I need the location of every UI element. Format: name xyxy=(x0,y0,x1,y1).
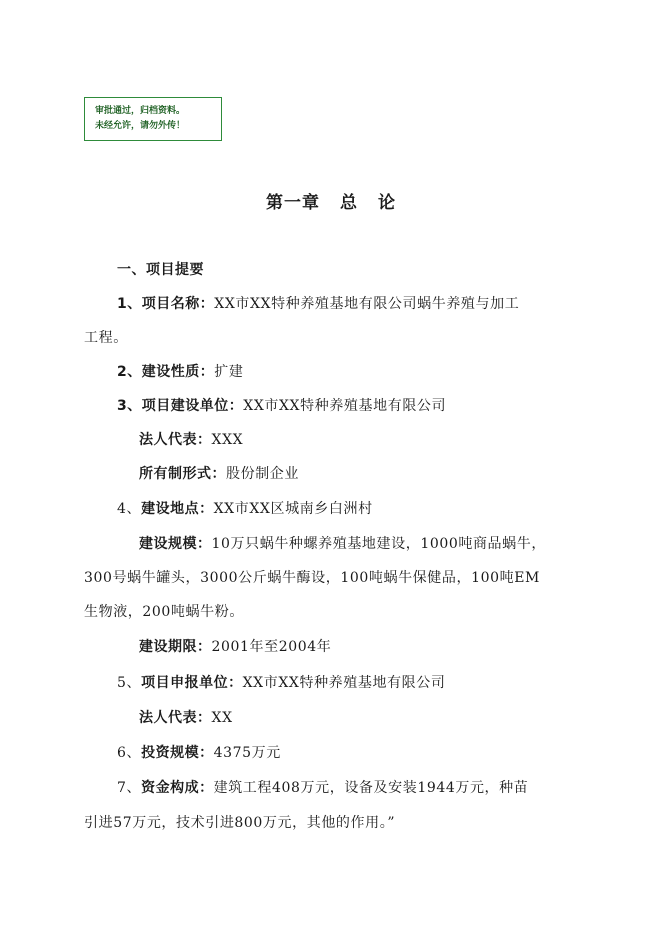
location-value: XX市XX区城南乡白洲村 xyxy=(213,501,373,517)
approval-stamp xyxy=(84,97,222,141)
item-construction-unit xyxy=(117,396,446,416)
scale-value: 10万只蜗牛种螺养殖基地建设，1000吨商品蜗牛， xyxy=(211,536,546,552)
item-scale-cont-1 xyxy=(84,568,540,588)
investment-value: 4375万元 xyxy=(213,745,281,761)
chapter-title-part-3: 论 xyxy=(378,193,396,213)
item-ownership xyxy=(139,464,299,484)
item-investment xyxy=(117,743,281,763)
location-label: 建设地点： xyxy=(141,501,214,517)
project-name-continuation: 工程。 xyxy=(84,330,128,346)
applicant-value: XX市XX特种养殖基地有限公司 xyxy=(242,675,446,691)
construction-unit-label: 3、项目建设单位： xyxy=(117,398,244,414)
stamp-line-1: 审批通过，归档资料。 xyxy=(95,106,186,116)
item-legal-rep-2 xyxy=(139,708,233,728)
item-location xyxy=(117,499,373,519)
scale-label: 建设规模： xyxy=(139,536,212,552)
period-value: 2001年至2004年 xyxy=(211,639,332,655)
funds-number: 7、 xyxy=(117,780,142,796)
item-project-name-cont xyxy=(84,328,128,348)
legal-rep-value: XXX xyxy=(211,432,244,448)
chapter-title-part-2: 总 xyxy=(340,193,358,213)
investment-number: 6、 xyxy=(117,745,142,761)
funds-continuation: 引进57万元，技术引进800万元，其他的作用。” xyxy=(84,815,396,831)
funds-label: 资金构成： xyxy=(141,780,214,796)
ownership-label: 所有制形式： xyxy=(139,466,226,482)
scale-continuation-1: 300号蜗牛罐头，3000公斤蜗牛酶设，100吨蜗牛保健品，100吨EM xyxy=(84,570,540,586)
item-construction-nature xyxy=(117,362,243,382)
construction-nature-value: 扩建 xyxy=(214,364,244,380)
chapter-title xyxy=(0,188,662,213)
item-applicant xyxy=(117,673,445,693)
applicant-number: 5、 xyxy=(117,675,142,691)
legal-rep-2-value: XX xyxy=(211,710,233,726)
section-heading xyxy=(117,260,204,280)
project-name-value: XX市XX特种养殖基地有限公司蜗牛养殖与加工 xyxy=(214,296,520,312)
item-legal-rep xyxy=(139,430,243,450)
item-project-name xyxy=(117,294,519,314)
legal-rep-2-label: 法人代表： xyxy=(139,710,212,726)
item-funds-cont xyxy=(84,813,395,833)
ownership-value: 股份制企业 xyxy=(226,466,299,482)
section-heading-text: 一、项目提要 xyxy=(117,262,204,278)
construction-unit-value: XX市XX特种养殖基地有限公司 xyxy=(243,398,447,414)
funds-value: 建筑工程408万元，设备及安装1944万元，种苗 xyxy=(213,780,529,796)
investment-label: 投资规模： xyxy=(141,745,214,761)
item-scale-cont-2 xyxy=(84,602,244,622)
project-name-label: 1、项目名称： xyxy=(117,296,215,312)
construction-nature-label: 2、建设性质： xyxy=(117,364,215,380)
location-number: 4、 xyxy=(117,501,142,517)
item-scale xyxy=(139,534,546,554)
period-label: 建设期限： xyxy=(139,639,212,655)
applicant-label: 项目申报单位： xyxy=(141,675,243,691)
scale-continuation-2: 生物液，200吨蜗牛粉。 xyxy=(84,604,244,620)
legal-rep-label: 法人代表： xyxy=(139,432,212,448)
stamp-line-2: 未经允许，请勿外传！ xyxy=(95,121,186,131)
item-period xyxy=(139,637,331,657)
item-funds xyxy=(117,778,528,798)
chapter-title-part-1: 第一章 xyxy=(266,193,320,213)
